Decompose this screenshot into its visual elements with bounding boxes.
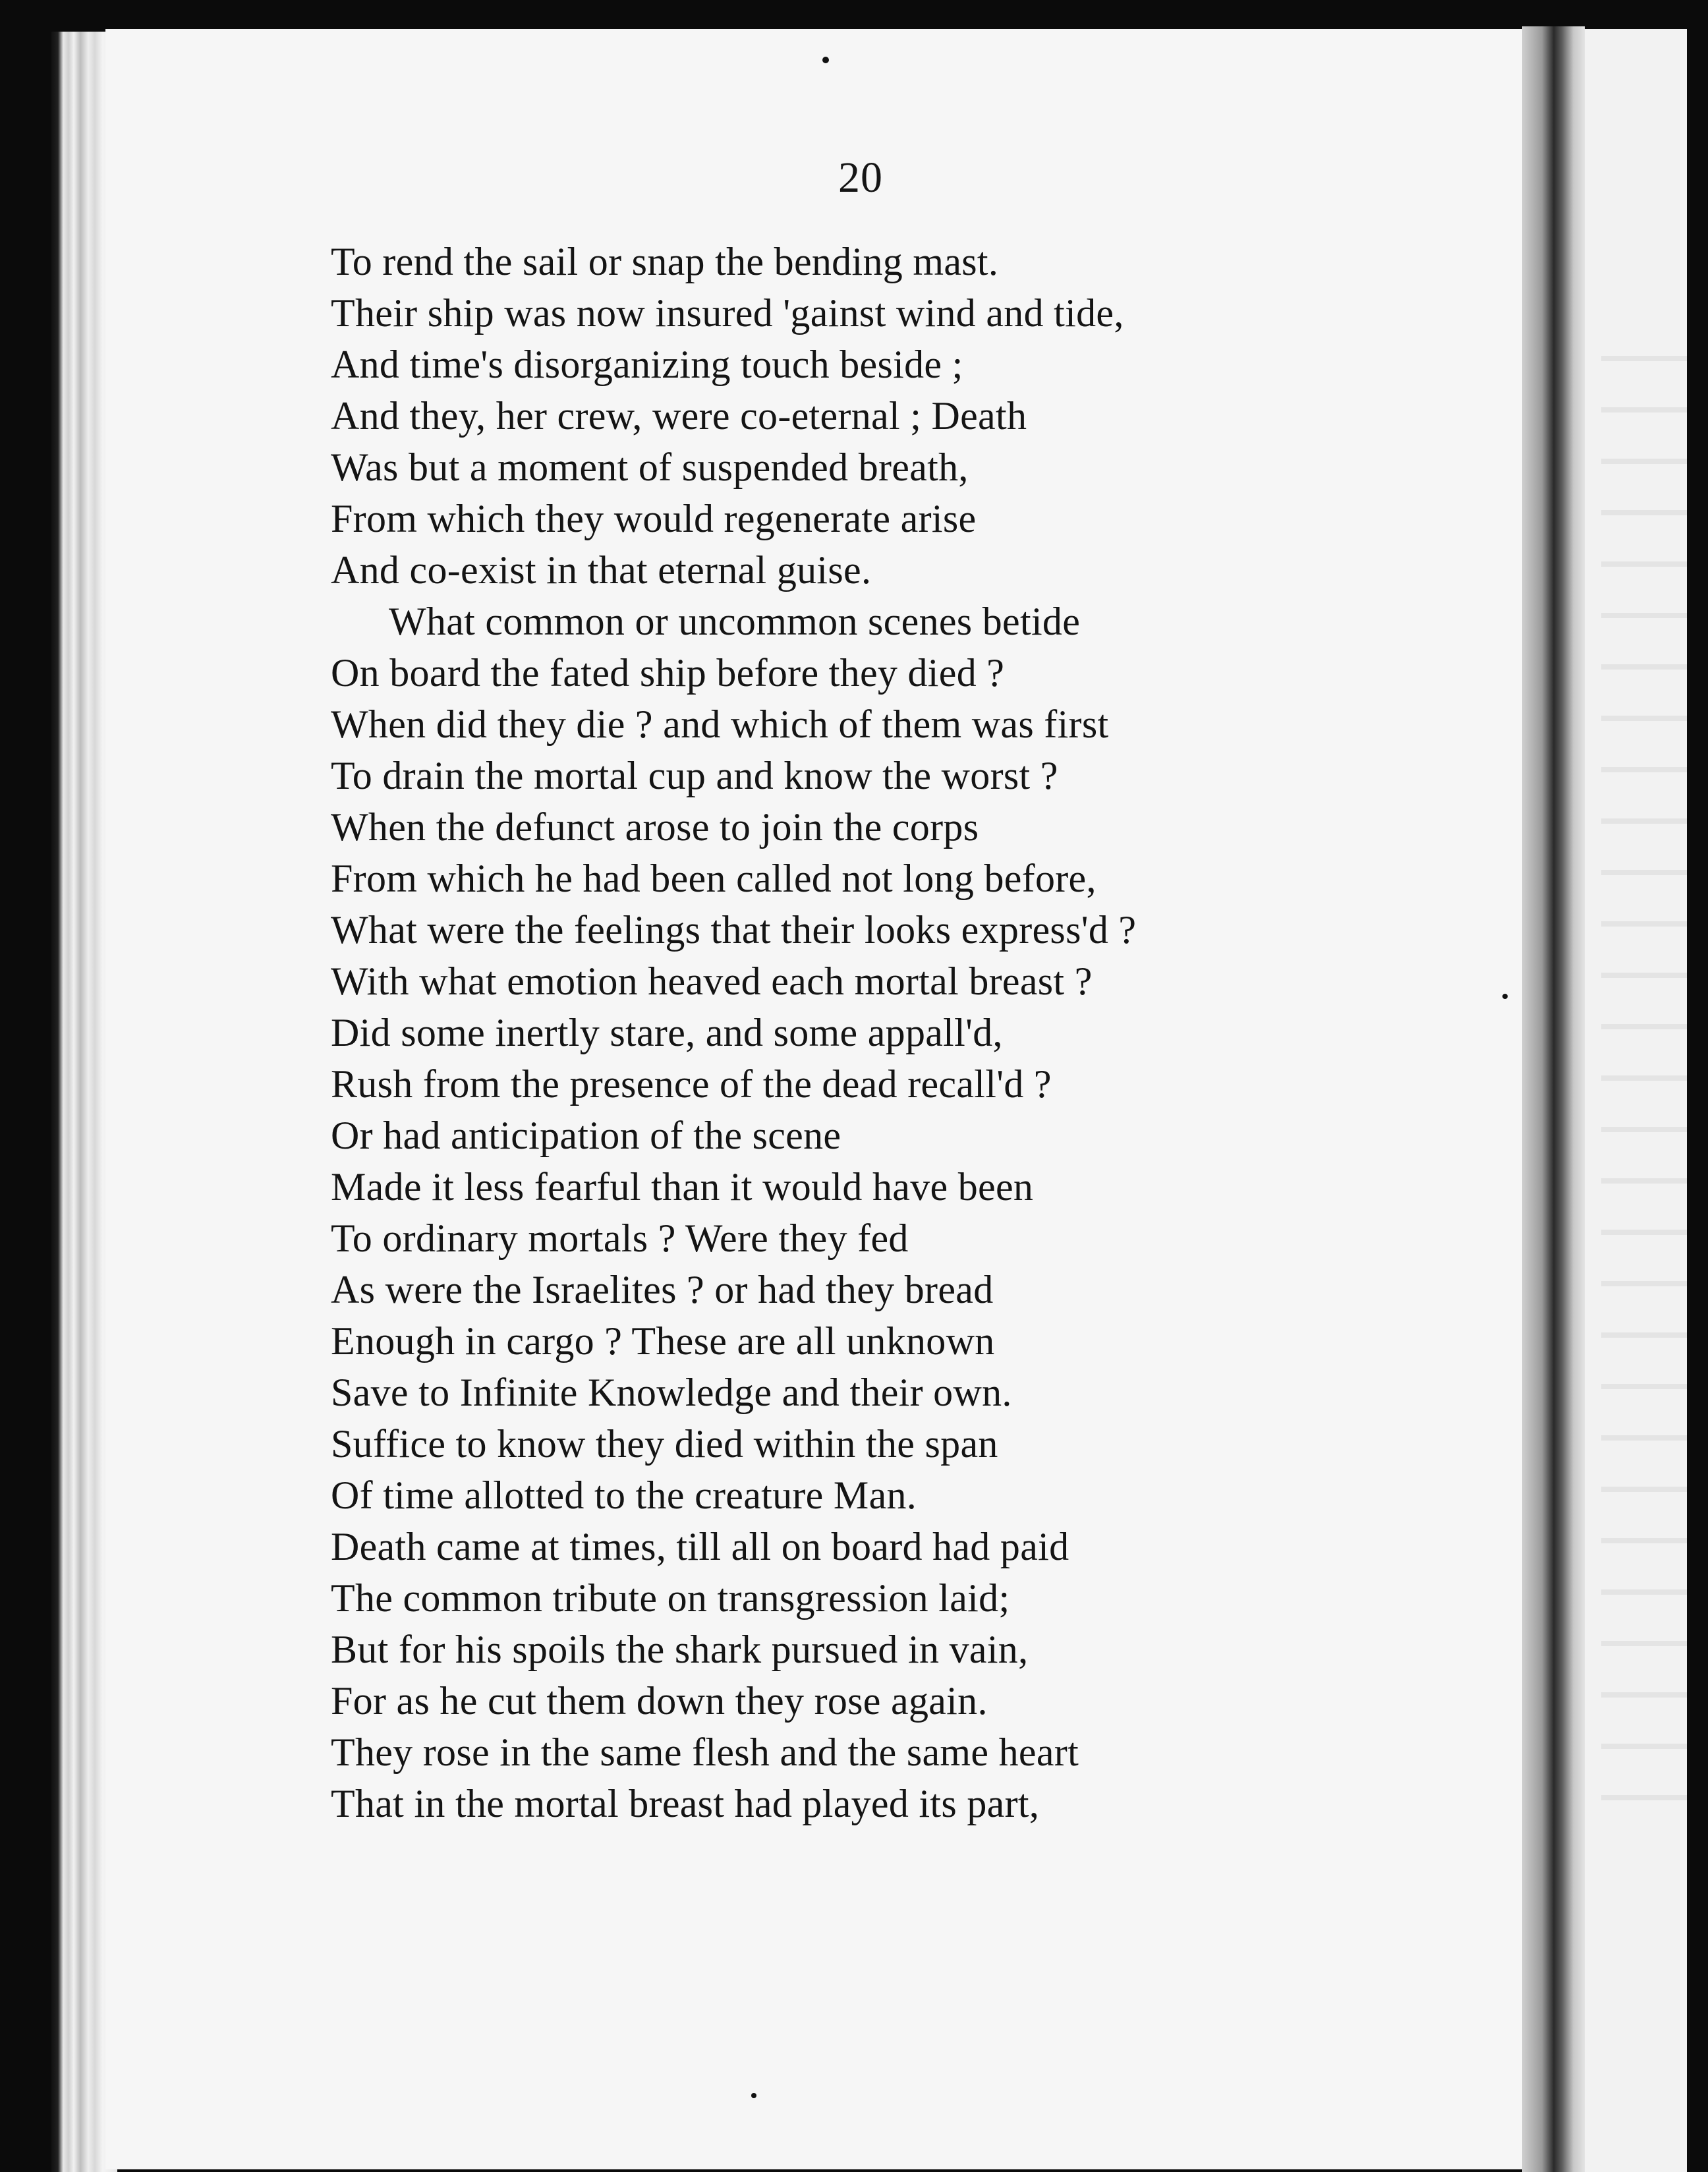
poem-line: Or had anticipation of the scene: [331, 1114, 841, 1157]
facing-page-bleed-through: [1601, 316, 1687, 1832]
poem-line: The common tribute on transgression laid;: [331, 1576, 1010, 1620]
scan-border-right: [1687, 0, 1708, 2172]
page-number: 20: [838, 154, 883, 202]
poem-line: What were the feelings that their looks express'd ?: [331, 908, 1137, 952]
poem-line: When the defunct arose to join the corps: [331, 805, 979, 849]
poem-line: Rush from the presence of the dead recall'd ?: [331, 1062, 1052, 1106]
poem-line: Death came at times, till all on board had paid: [331, 1525, 1069, 1568]
poem-line: Their ship was now insured 'gainst wind and tide,: [331, 291, 1124, 335]
poem-text: [331, 236, 1464, 1829]
poem-line: For as he cut them down they rose again.: [331, 1679, 988, 1723]
poem-line: As were the Israelites ? or had they bread: [331, 1268, 994, 1311]
poem-line: What common or uncommon scenes betide: [389, 600, 1081, 643]
poem-line: On board the fated ship before they died ?: [331, 651, 1005, 695]
poem-line: Did some inertly stare, and some appall'd,: [331, 1011, 1003, 1054]
poem-line: From which they would regenerate arise: [331, 497, 977, 540]
poem-line: And time's disorganizing touch beside ;: [331, 343, 963, 386]
poem-line: And they, her crew, were co-eternal ; Death: [331, 394, 1027, 438]
poem-line: Made it less fearful than it would have been: [331, 1165, 1034, 1209]
poem-line: When did they die ? and which of them was first: [331, 702, 1109, 746]
poem-line: Save to Infinite Knowledge and their own.: [331, 1371, 1012, 1414]
book-gutter: [1522, 26, 1585, 2172]
ink-speck: [1502, 994, 1508, 999]
poem-line: With what emotion heaved each mortal breast ?: [331, 959, 1093, 1003]
poem-line: To ordinary mortals ? Were they fed: [331, 1216, 909, 1260]
ink-speck: [822, 57, 829, 63]
poem-line: That in the mortal breast had played its part,: [331, 1782, 1040, 1825]
poem-line: Of time allotted to the creature Man.: [331, 1473, 917, 1517]
poem-line: To drain the mortal cup and know the worst ?: [331, 754, 1058, 797]
poem-line: But for his spoils the shark pursued in vain,: [331, 1628, 1029, 1671]
poem-line: To rend the sail or snap the bending mast.: [331, 240, 999, 283]
poem-line: Suffice to know they died within the span: [331, 1422, 998, 1466]
poem-line: Was but a moment of suspended breath,: [331, 445, 969, 489]
ink-speck: [751, 2093, 756, 2098]
poem-line: And co-exist in that eternal guise.: [331, 548, 872, 592]
poem-line: They rose in the same flesh and the same heart: [331, 1730, 1079, 1774]
poem-line: Enough in cargo ? These are all unknown: [331, 1319, 995, 1363]
poem-line: From which he had been called not long before,: [331, 857, 1096, 900]
